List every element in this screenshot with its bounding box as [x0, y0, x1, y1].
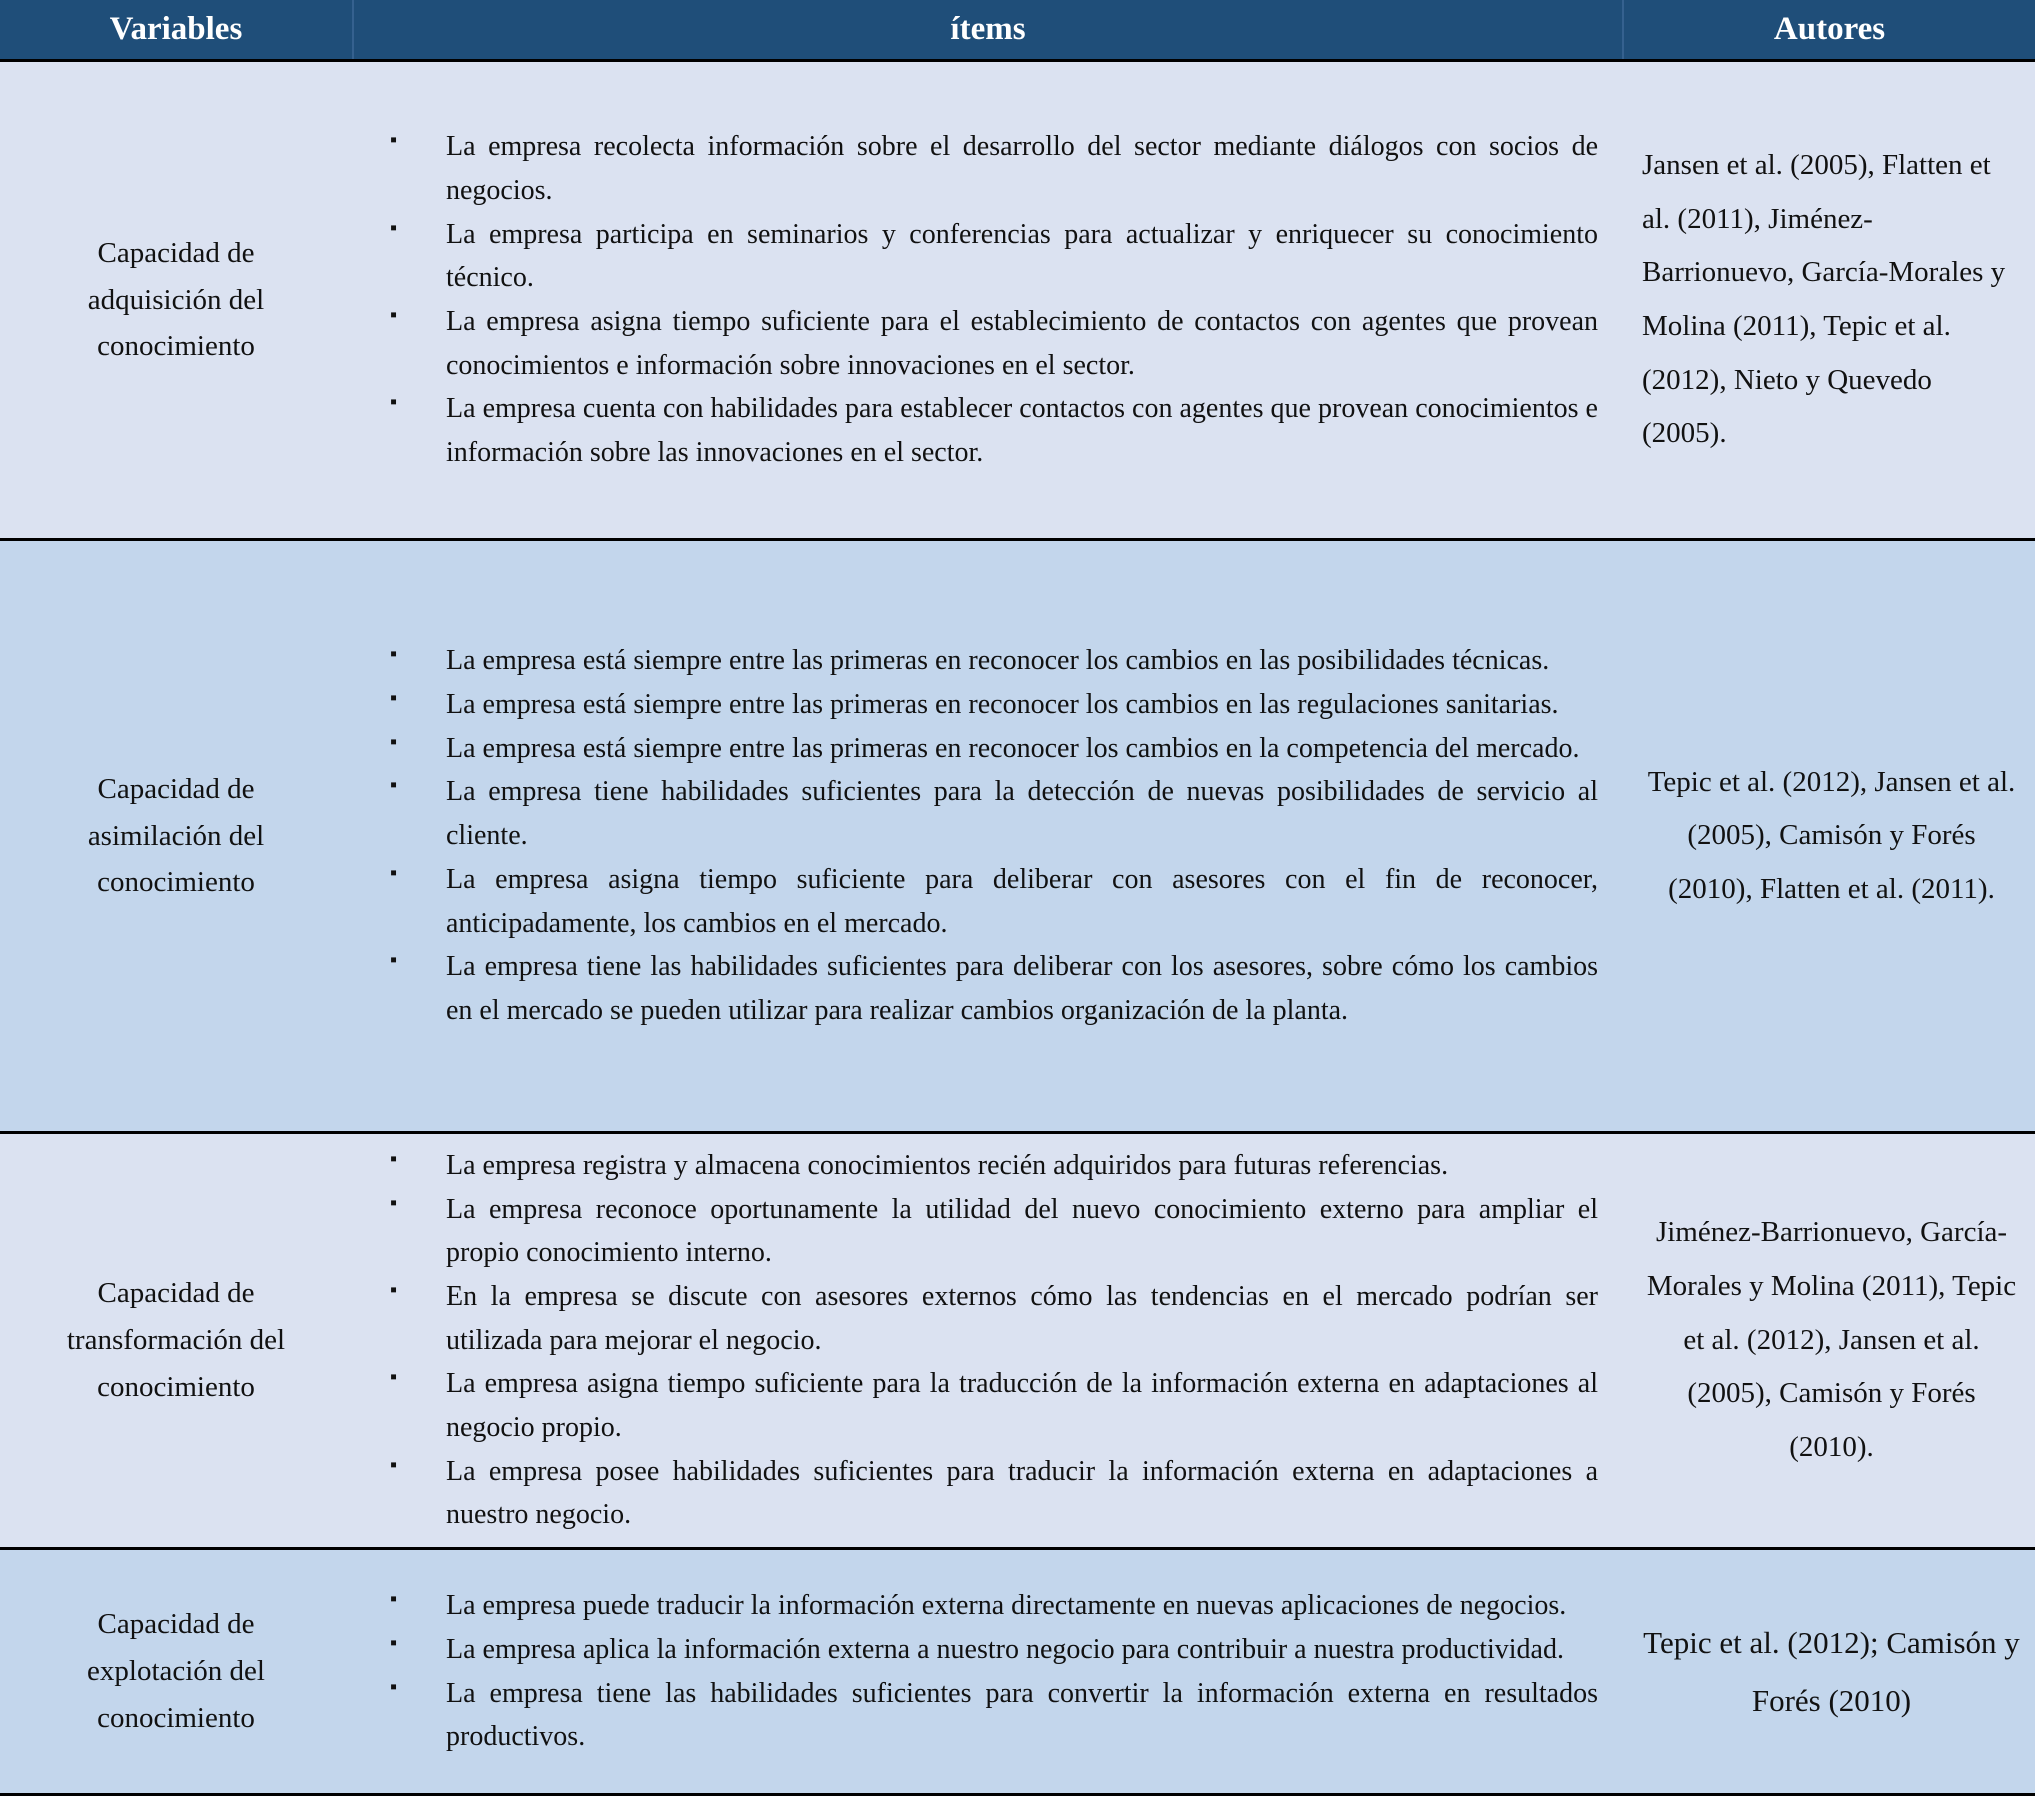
table-row-adquisicion: [0, 62, 2035, 538]
column-header-items: ítems: [352, 0, 1622, 59]
variable-cell: Capacidad de asimilación del conocimiento: [87, 772, 265, 899]
items-list: [388, 1144, 1598, 1537]
items-list: [388, 639, 1598, 1032]
table-header-row: [0, 0, 2035, 62]
list-item: ▪ En la empresa se discute con asesores externos cómo las tendencias en el mercado podrían ser utilizada para mejorar el negocio.: [388, 1275, 1598, 1362]
items-list: [388, 125, 1598, 474]
list-item: ▪ La empresa tiene las habilidades suficientes para convertir la información externa en resultados productivos.: [388, 1672, 1598, 1759]
authors-cell: Jiménez-Barrionuevo, García-Morales y Molina (2011), Tepic et al. (2012), Jansen et al. (2005), Camisón y Forés (2010).: [1646, 1216, 2017, 1463]
table-row-asimilacion: [0, 538, 2035, 1131]
list-item: ▪ La empresa reconoce oportunamente la utilidad del nuevo conocimiento externo para ampliar el propio conocimiento interno.: [388, 1188, 1598, 1275]
variable-cell: Capacidad de adquisición del conocimiento: [87, 236, 265, 363]
items-cell: [352, 541, 1622, 1131]
authors-cell: Jansen et al. (2005), Flatten et al. (2011), Jiménez-Barrionuevo, García-Morales y Molina (2011), Tepic et al. (2012), Nieto y Quevedo (2005).: [1642, 149, 2006, 450]
list-item: ▪ La empresa asigna tiempo suficiente para deliberar con asesores con el fin de reconocer, anticipadamente, los cambios en el mercado.: [388, 858, 1598, 945]
items-list: [388, 1584, 1598, 1759]
items-cell: [352, 62, 1622, 538]
items-cell: [352, 1550, 1622, 1793]
variable-cell: Capacidad de explotación del conocimiento: [87, 1608, 265, 1735]
authors-cell: Tepic et al. (2012); Camisón y Forés (2010): [1643, 1625, 2020, 1718]
variable-cell: Capacidad de transformación del conocimiento: [66, 1277, 286, 1403]
items-cell: [352, 1134, 1622, 1547]
list-item: ▪ La empresa tiene las habilidades suficientes para deliberar con los asesores, sobre cómo los cambios en el mercado se pueden utilizar para realizar cambios organización de la planta.: [388, 945, 1598, 1032]
list-item: ▪ La empresa recolecta información sobre el desarrollo del sector mediante diálogos con socios de negocios.: [388, 125, 1598, 212]
list-item: ▪ La empresa está siempre entre las primeras en reconocer los cambios en las posibilidades técnicas.: [388, 639, 1598, 683]
list-item: ▪ La empresa tiene habilidades suficientes para la detección de nuevas posibilidades de servicio al cliente.: [388, 770, 1598, 857]
list-item: ▪ La empresa participa en seminarios y conferencias para actualizar y enriquecer su conocimiento técnico.: [388, 213, 1598, 300]
table-row-explotacion: [0, 1547, 2035, 1793]
column-header-variables: Variables: [109, 11, 243, 47]
column-header-autores: Autores: [1622, 0, 2035, 59]
list-item: ▪ La empresa está siempre entre las primeras en reconocer los cambios en las regulaciones sanitarias.: [388, 683, 1598, 727]
list-item: ▪ La empresa aplica la información externa a nuestro negocio para contribuir a nuestra productividad.: [388, 1628, 1598, 1672]
list-item: ▪ La empresa cuenta con habilidades para establecer contactos con agentes que provean conocimientos e información sobre las innovaciones en el sector.: [388, 387, 1598, 474]
list-item: ▪ La empresa asigna tiempo suficiente para la traducción de la información externa en adaptaciones al negocio propio.: [388, 1362, 1598, 1449]
list-item: ▪ La empresa registra y almacena conocimientos recién adquiridos para futuras referencias.: [388, 1144, 1598, 1188]
list-item: ▪ La empresa está siempre entre las primeras en reconocer los cambios en la competencia del mercado.: [388, 727, 1598, 771]
list-item: ▪ La empresa posee habilidades suficientes para traducir la información externa en adaptaciones a nuestro negocio.: [388, 1450, 1598, 1537]
list-item: ▪ La empresa asigna tiempo suficiente para el establecimiento de contactos con agentes que provean conocimientos e información sobre innovaciones en el sector.: [388, 300, 1598, 387]
list-item: ▪ La empresa puede traducir la información externa directamente en nuevas aplicaciones de negocios.: [388, 1584, 1598, 1628]
table-row-transformacion: [0, 1131, 2035, 1547]
authors-cell: Tepic et al. (2012), Jansen et al. (2005), Camisón y Forés (2010), Flatten et al. (2011).: [1647, 765, 2016, 905]
